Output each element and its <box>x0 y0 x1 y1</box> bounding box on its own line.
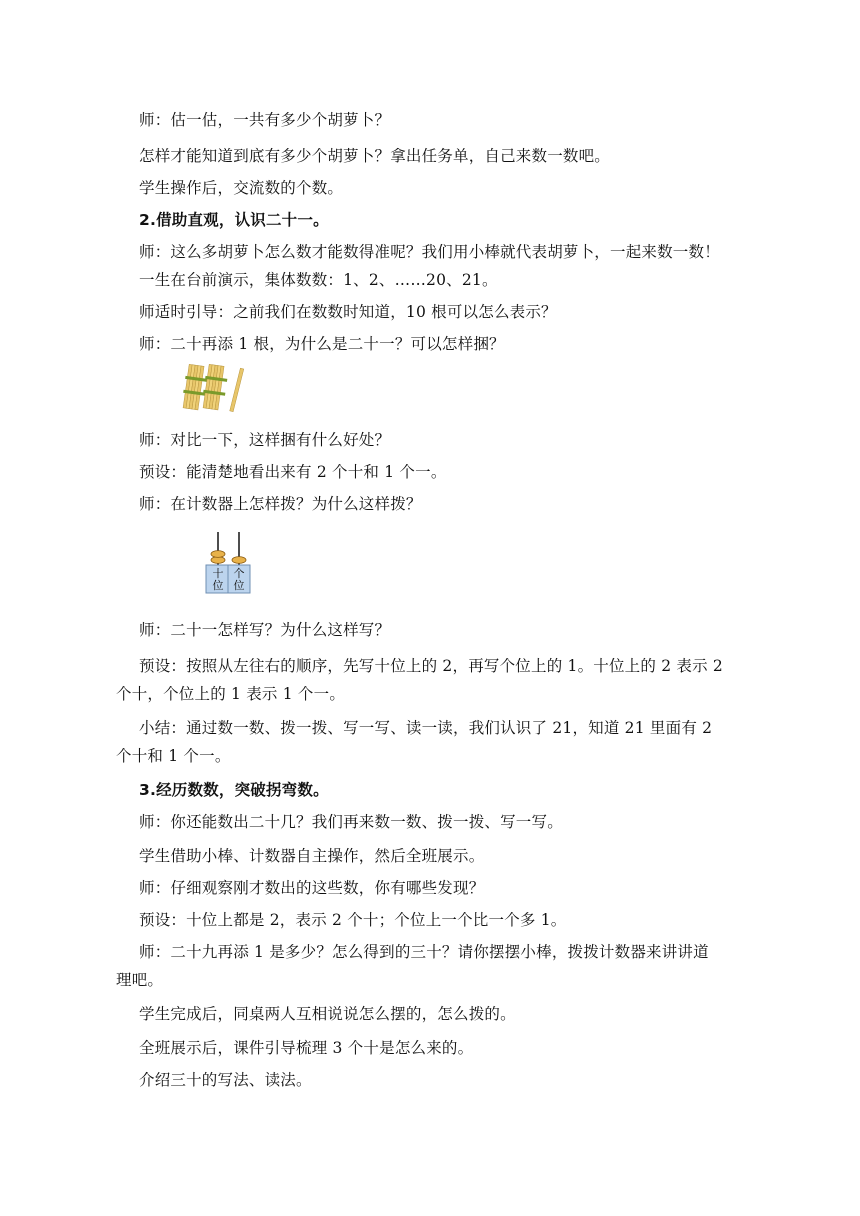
text-line: 学生操作后，交流数的个数。 <box>139 179 344 197</box>
sticks-bundle-image <box>180 360 250 416</box>
text-line: 师：你还能数出二十几？我们再来数一数、拨一拨、写一写。 <box>139 813 563 831</box>
text-line: 师：这么多胡萝卜怎么数才能数得准呢？我们用小棒就代表胡萝卜，一起来数一数！ <box>139 243 720 261</box>
tens-bead <box>211 551 225 558</box>
text-line: 师：估一估，一共有多少个胡萝卜？ <box>139 111 391 129</box>
section-heading: 2.借助直观，认识二十一。 <box>139 211 329 229</box>
text-line: 全班展示后，课件引导梳理 3 个十是怎么来的。 <box>139 1039 474 1057</box>
text-line: 师：对比一下，这样捆有什么好处？ <box>139 431 391 449</box>
text-line: 一生在台前演示，集体数数：1、2、……20、21。 <box>139 271 498 289</box>
ones-bead <box>232 557 246 564</box>
text-line: 师：二十一怎样写？为什么这样写？ <box>139 621 391 639</box>
text-line: 师：二十九再添 1 是多少？怎么得到的三十？请你摆摆小棒，拨拨计数器来讲讲道 <box>139 943 709 961</box>
stick-bundle-2 <box>203 364 227 410</box>
text-line: 个十和 1 个一。 <box>116 747 231 765</box>
text-line: 师适时引导：之前我们在数数时知道，10 根可以怎么表示？ <box>139 303 557 321</box>
ones-label: 个位 <box>233 567 245 592</box>
text-line: 介绍三十的写法、读法。 <box>139 1071 312 1089</box>
section-heading: 3.经历数数，突破拐弯数。 <box>139 781 329 799</box>
text-line: 师：二十再添 1 根，为什么是二十一？可以怎样捆？ <box>139 335 505 353</box>
text-line: 预设：十位上都是 2，表示 2 个十；个位上一个比一个多 1。 <box>139 911 567 929</box>
text-line: 学生借助小棒、计数器自主操作，然后全班展示。 <box>139 847 485 865</box>
text-line: 师：在计数器上怎样拨？为什么这样拨？ <box>139 495 422 513</box>
tens-label: 十位 <box>212 567 224 592</box>
abacus-image <box>202 530 254 594</box>
text-line: 师：仔细观察刚才数出的这些数，你有哪些发现？ <box>139 879 485 897</box>
text-line: 小结：通过数一数、拨一拨、写一写、读一读，我们认识了 21，知道 21 里面有 2 <box>139 719 713 737</box>
text-line: 预设：按照从左往右的顺序，先写十位上的 2，再写个位上的 1。十位上的 2 表示 2 <box>139 657 723 675</box>
single-stick <box>230 368 244 412</box>
text-line: 学生完成后，同桌两人互相说说怎么摆的，怎么拨的。 <box>139 1005 516 1023</box>
text-line: 怎样才能知道到底有多少个胡萝卜？拿出任务单，自己来数一数吧。 <box>139 147 611 165</box>
text-line: 理吧。 <box>116 971 164 989</box>
text-line: 预设：能清楚地看出来有 2 个十和 1 个一。 <box>139 463 447 481</box>
text-line: 个十，个位上的 1 表示 1 个一。 <box>116 685 346 703</box>
